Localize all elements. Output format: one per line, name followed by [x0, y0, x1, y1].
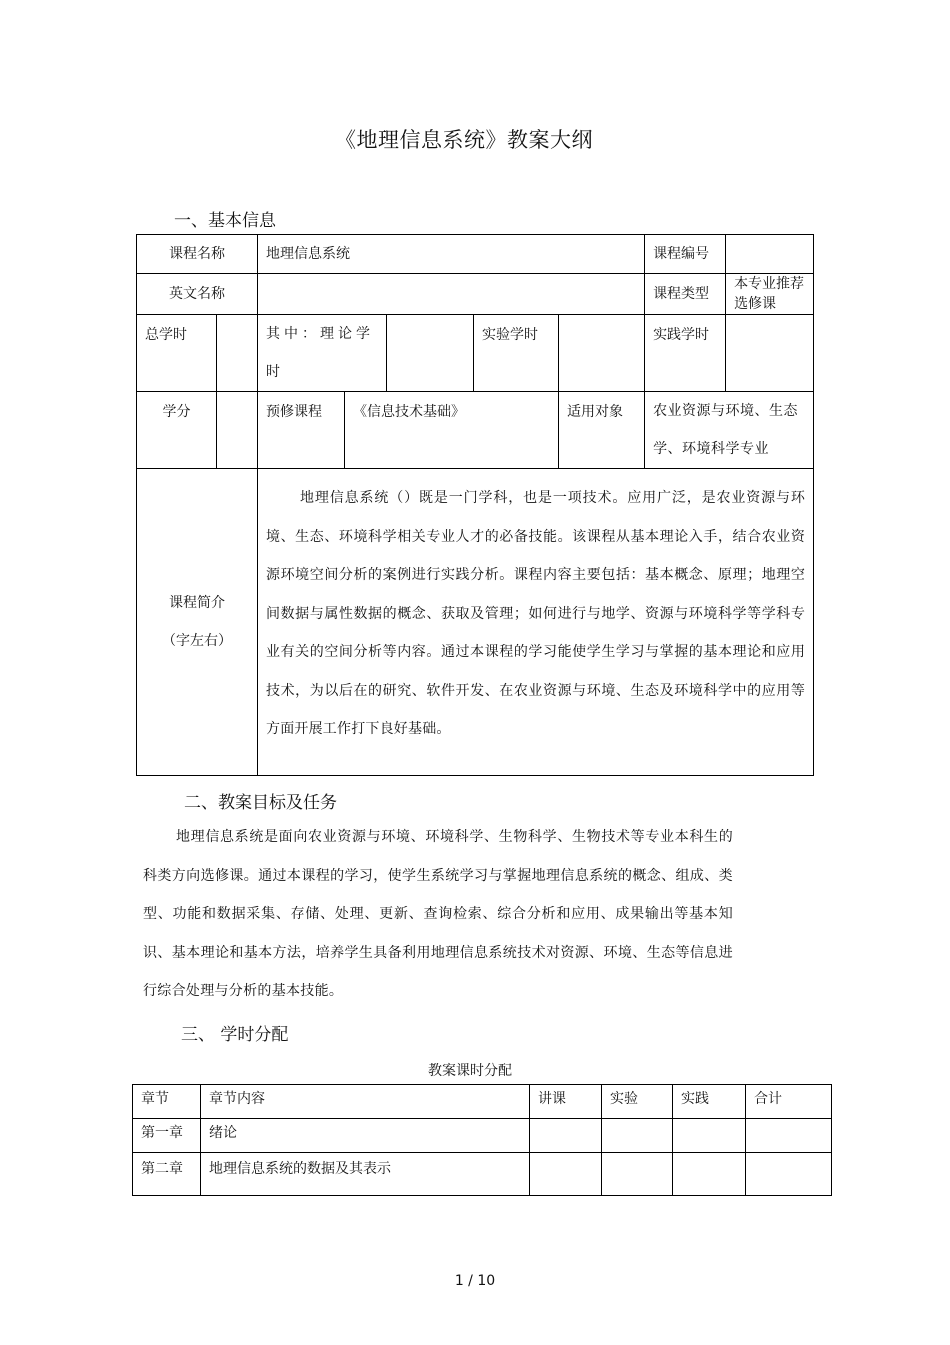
lab-hours-label: 实验学时	[474, 315, 559, 392]
english-name-value	[258, 274, 645, 315]
lab-hours-value	[559, 315, 645, 392]
theory-hours-value	[387, 315, 474, 392]
basic-info-table	[136, 234, 814, 776]
total-cell	[746, 1119, 832, 1153]
hours-allocation-table	[132, 1084, 832, 1196]
column-header: 章节内容	[201, 1085, 530, 1119]
lecture-cell	[530, 1153, 602, 1196]
section-heading-hours: 三、 学时分配	[181, 1025, 289, 1045]
practice-hours-label: 实践学时	[645, 315, 726, 392]
course-intro-label: 课程简介	[169, 595, 225, 611]
chapter-cell: 第二章	[133, 1153, 201, 1196]
table-header-row	[133, 1085, 832, 1119]
table-row	[133, 1119, 832, 1153]
lecture-cell	[530, 1119, 602, 1153]
course-name-value: 地理信息系统	[258, 235, 645, 274]
theory-hours-label: 其中：理论学时	[258, 315, 387, 392]
course-type-label: 课程类型	[645, 274, 726, 315]
course-name-label: 课程名称	[137, 235, 258, 274]
content-cell: 地理信息系统的数据及其表示	[201, 1153, 530, 1196]
audience-value: 农业资源与环境、生态学、环境科学专业	[645, 392, 814, 469]
page-indicator: 1 / 10	[454, 1273, 496, 1289]
column-header: 实践	[673, 1085, 746, 1119]
hours-table-caption: 教案课时分配	[428, 1063, 512, 1079]
prereq-value: 《信息技术基础》	[345, 392, 559, 469]
total-hours-label: 总学时	[137, 315, 217, 392]
column-header: 章节	[133, 1085, 201, 1119]
course-intro-label-cell	[137, 469, 258, 776]
goals-paragraph: 地理信息系统是面向农业资源与环境、环境科学、生物科学、生物技术等专业本科生的科类方向选修课。通过本课程的学习，使学生系统学习与掌握地理信息系统的概念、组成、类型、功能和数据采集、存储、处理、更新、查询检索、综合分析和应用、成果输出等基本知识、基本理论和基本方法，培养学生具备利用地理信息系统技术对资源、环境、生态等信息进行综合处理与分析的基本技能。	[143, 829, 733, 999]
course-intro-sublabel: （字左右）	[162, 633, 232, 649]
section-heading-goals: 二、教案目标及任务	[184, 793, 337, 813]
course-code-value	[726, 235, 814, 274]
total-cell	[746, 1153, 832, 1196]
lab-cell	[602, 1119, 673, 1153]
total-hours-value	[217, 315, 258, 392]
credits-label: 学分	[137, 392, 217, 469]
column-header: 实验	[602, 1085, 673, 1119]
content-cell: 绪论	[201, 1119, 530, 1153]
course-type-value: 本专业推荐选修课	[726, 274, 814, 315]
audience-label: 适用对象	[559, 392, 645, 469]
practice-cell	[673, 1119, 746, 1153]
course-intro-text: 地理信息系统（）既是一门学科，也是一项技术。应用广泛，是农业资源与环境、生态、环境科学相关专业人才的必备技能。该课程从基本理论入手，结合农业资源环境空间分析的案例进行实践分析。课程内容主要包括：基本概念、原理；地理空间数据与属性数据的概念、获取及管理；如何进行与地学、资源与环境科学等学科专业有关的空间分析等内容。通过本课程的学习能使学生学习与掌握的基本理论和应用技术，为以后在的研究、软件开发、在农业资源与环境、生态及环境科学中的应用等方面开展工作打下良好基础。	[258, 469, 814, 776]
chapter-cell: 第一章	[133, 1119, 201, 1153]
credits-value	[217, 392, 258, 469]
column-header: 合计	[746, 1085, 832, 1119]
course-code-label: 课程编号	[645, 235, 726, 274]
english-name-label: 英文名称	[137, 274, 258, 315]
lab-cell	[602, 1153, 673, 1196]
practice-hours-value	[726, 315, 814, 392]
prereq-label: 预修课程	[258, 392, 345, 469]
column-header: 讲课	[530, 1085, 602, 1119]
document-title: 《地理信息系统》教案大纲	[335, 128, 593, 152]
practice-cell	[673, 1153, 746, 1196]
table-row	[133, 1153, 832, 1196]
section-heading-basic-info: 一、基本信息	[174, 211, 276, 231]
